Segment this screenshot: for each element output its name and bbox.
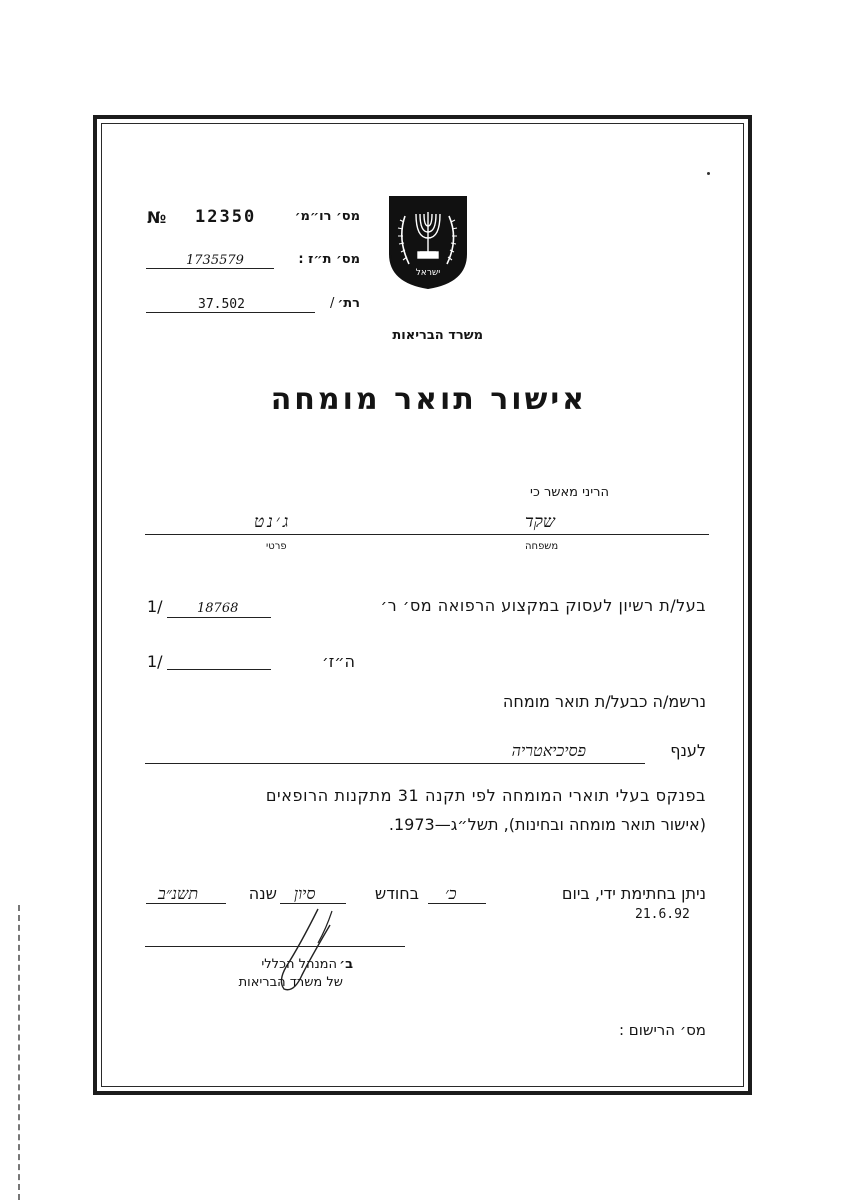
certify-text: הריני מאשר כי xyxy=(530,485,609,500)
issued-year-label: שנה xyxy=(248,884,277,903)
emblem-caption: ישראל xyxy=(415,268,441,278)
number-sign: № xyxy=(147,208,167,227)
id-number-line xyxy=(146,268,274,269)
branch-label: לענף xyxy=(670,741,706,760)
issued-date: 21.6.92 xyxy=(635,907,690,922)
signature-initial: ב׳ xyxy=(339,957,353,972)
branch-value: פסיכיאטריה xyxy=(511,741,586,760)
rt-slash: / xyxy=(330,296,335,311)
ministry-name: משרד הבריאות xyxy=(392,328,483,343)
signature-title-line-1: המנהל הכללי xyxy=(261,957,337,972)
license-number: 18768 xyxy=(197,601,239,616)
rt-number-line xyxy=(146,312,315,313)
id-number-value: 1735579 xyxy=(186,253,244,268)
license-suffix: 1/ xyxy=(147,597,163,616)
certificate-number: 12350 xyxy=(195,207,257,227)
branch-line xyxy=(145,763,645,764)
license-number-line xyxy=(167,617,271,618)
first-name-value: ג׳נט xyxy=(254,512,292,532)
hz-label: ה״ז׳ xyxy=(322,652,355,671)
hz-suffix: 1/ xyxy=(147,652,163,671)
first-name-label: פרטי xyxy=(266,541,287,552)
state-emblem-icon xyxy=(387,194,469,290)
certificate-title: אישור תואר מומחה xyxy=(270,382,587,417)
name-line xyxy=(145,534,709,535)
hz-line xyxy=(167,669,271,670)
label-id-number: מס׳ ת״ז : xyxy=(298,252,360,267)
ink-speck xyxy=(707,172,710,175)
registered-text: נרשמ/ה כבעל/ת תואר מומחה xyxy=(502,692,706,711)
label-cert-number: מס׳ רו״מ׳ xyxy=(294,209,360,224)
registration-label: מס׳ הרישום : xyxy=(618,1021,706,1039)
family-name-label: משפחה xyxy=(525,541,559,552)
license-text: בעל/ת רשיון לעסוק במקצוע הרפואה מס׳ ר׳ xyxy=(380,596,706,615)
page-edge-dashes xyxy=(18,905,20,1200)
issued-day-line xyxy=(428,903,486,904)
issued-year: תשנ״ב xyxy=(158,884,199,903)
rt-number-value: 37.502 xyxy=(198,297,245,312)
issued-prefix: ניתן בחתימת ידי, ביום xyxy=(561,884,706,903)
issued-month: סיון xyxy=(294,884,316,903)
signature-title-line-2: של משרד הבריאות xyxy=(238,975,343,990)
regulation-line-1: בפנקס בעלי תוארי המומחה לפי תקנה 31 מתקנות הרופאים xyxy=(265,786,706,805)
issued-day: כ׳ xyxy=(445,884,457,903)
label-rt: רת׳ xyxy=(337,296,360,311)
regulation-line-2: (אישור תואר מומחה ובחינות), תשל״ג—1973. xyxy=(388,815,706,834)
family-name-value: שקד xyxy=(525,512,555,532)
issued-month-label: בחודש xyxy=(374,884,419,903)
